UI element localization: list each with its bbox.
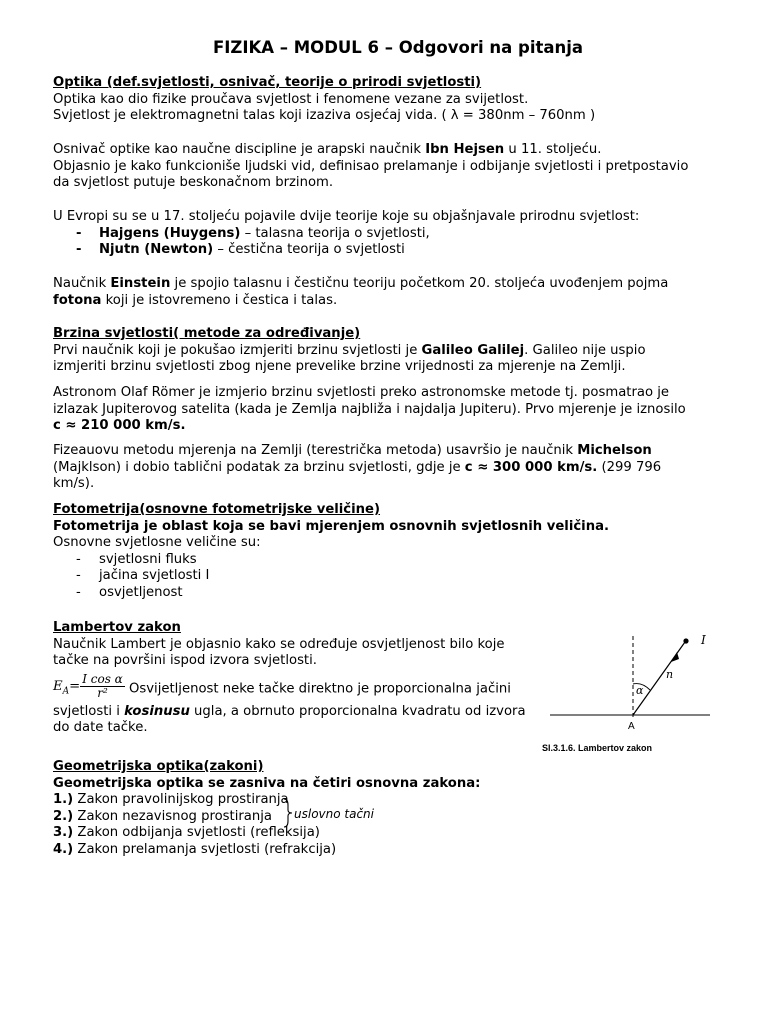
text: koji je istovremeno i čestica i talas. <box>101 292 338 308</box>
heading-fotometrija: Fotometrija(osnovne fotometrijske veličine) <box>53 502 381 517</box>
heading-lambert: Lambertov zakon <box>53 620 181 635</box>
law-number: 4.) <box>53 841 74 857</box>
name-einstein: Einstein <box>110 276 171 291</box>
text-line: km/s). <box>53 476 95 492</box>
name-huygens: Hajgens (Huygens) <box>99 225 241 241</box>
text: Naučnik <box>53 276 111 291</box>
quantity-list <box>53 552 609 602</box>
text: – talasna teorija o svjetlosti, <box>240 225 430 241</box>
text: je spojio talasnu i čestičnu teoriju početkom 20. stoljeća uvođenjem pojma <box>170 276 669 291</box>
name-galilej: Galileo Galilej <box>421 342 525 358</box>
figure-label-I: I <box>701 633 706 647</box>
text-line: da svjetlost putuje beskonačnom brzinom. <box>53 175 334 191</box>
section-optika <box>53 75 595 125</box>
term-kosinus: kosinusu <box>124 703 190 719</box>
text-line: Optika kao dio fizike proučava svjetlost i fenomene vezane za svijetlost. <box>53 91 529 107</box>
text: ugla, a obrnuto proporcionalna kvadratu od izvora <box>189 703 526 719</box>
formula-sub: A <box>62 686 70 697</box>
list-item: - svjetlosni fluks <box>53 552 609 569</box>
text-line: Svjetlost je elektromagnetni talas koji izaziva osjećaj vida. ( λ = 380nm – 760nm ) <box>53 108 596 124</box>
text-line: izmjeriti brzinu svjetlosti zbog njene prevelike brzine vrijednosti za mjerenje na Zemlji. <box>53 359 626 375</box>
text: (299 796 <box>597 459 662 475</box>
formula-line <box>53 672 526 702</box>
figure-caption: Sl.3.1.6. Lambertov zakon <box>542 743 653 753</box>
law-number: 3.) <box>53 825 74 841</box>
text-line: Osnovne svjetlosne veličine su: <box>53 535 261 551</box>
text: Fizeauovu metodu mjerenja na Zemlji (terestrička metoda) usavršio je naučnik <box>53 443 578 458</box>
text-line: Astronom Olaf Römer je izmjerio brzinu svjetlosti preko astronomske metode tj. posmatrao je <box>53 385 669 400</box>
fraction-numerator: I cos α <box>82 671 123 686</box>
law-item <box>53 809 480 826</box>
heading-brzina: Brzina svjetlosti( metode za određivanje) <box>53 326 361 341</box>
curly-brace-icon <box>282 798 294 828</box>
law-text: Zakon odbijanja svjetlosti (refleksija) <box>73 825 320 841</box>
law-item <box>53 825 480 842</box>
text: Osvijetljenost neke tačke direktno je proporcionalna jačini <box>124 681 511 697</box>
text-line: Naučnik Lambert je objasnio kako se određuje osvjetljenost bilo koje <box>53 636 505 652</box>
text: u 11. stoljeću. <box>504 142 602 157</box>
law-number: 1.) <box>53 792 74 808</box>
text: Osnivač optike kao naučne discipline je arapski naučnik <box>53 142 426 157</box>
heading-geom: Geometrijska optika(zakoni) <box>53 759 264 774</box>
figure-label-alpha: α <box>636 684 644 697</box>
law-text: Zakon nezavisnog prostiranja <box>73 808 272 824</box>
text-line: tačke na površini ispod izvora svjetlosti. <box>53 653 317 669</box>
name-newton: Njutn (Newton) <box>99 242 214 258</box>
list-item: - jačina svjetlosti I <box>53 568 609 585</box>
brace-note: uslovno tačni <box>294 807 374 821</box>
text-line: do date tačke. <box>53 720 148 736</box>
text: Prvi naučnik koji je pokušao izmjeriti brzinu svjetlosti je <box>53 342 422 358</box>
fraction-denominator: r² <box>97 685 108 700</box>
text: svjetlosti i <box>53 703 125 719</box>
value-c-romer: c ≈ 210 000 km/s. <box>53 418 186 434</box>
formula-lhs: E <box>53 678 63 694</box>
law-item <box>53 792 480 809</box>
name-ibn-hejsen: Ibn Hejsen <box>425 142 505 157</box>
name-michelson: Michelson <box>577 443 652 458</box>
section-fotometrija <box>53 502 609 602</box>
text-line: U Evropi su se u 17. stoljeću pojavile dvije teorije koje su objašnjavale prirodnu svjetlost: <box>53 209 640 224</box>
law-text: Zakon prelamanja svjetlosti (refrakcija) <box>73 841 337 857</box>
paragraph-teorije <box>53 209 639 259</box>
equals-sign: = <box>69 678 81 694</box>
theory-list <box>53 226 639 259</box>
text-line: izlazak Jupiterovog satelita (kada je Zemlja najbliža i najdalja Jupiteru). Prvo mjerenje je iznosilo <box>53 401 686 417</box>
lambert-diagram-icon <box>540 632 715 757</box>
figure-label-n: n <box>666 668 674 681</box>
term-foton: fotona <box>53 292 102 308</box>
value-c-michelson: c ≈ 300 000 km/s. <box>464 459 598 475</box>
section-brzina <box>53 326 646 376</box>
text: . Galileo nije uspio <box>524 342 646 358</box>
page-title: FIZIKA – MODUL 6 – Odgovori na pitanja <box>212 38 584 57</box>
heading-optika: Optika (def.svjetlosti, osnivač, teorije o prirodi svjetlosti) <box>53 75 482 90</box>
bold-definition: Geometrijska optika se zasniva na četiri osnovna zakona: <box>53 775 481 791</box>
paragraph-einstein <box>53 276 668 309</box>
section-lambert <box>53 620 526 737</box>
text-line: Objasnio je kako funkcioniše ljudski vid, definisao prelamanje i odbijanje svjetlosti i pretpostavio <box>53 158 689 174</box>
paragraph-michelson <box>53 443 661 493</box>
law-item <box>53 842 480 859</box>
law-text: Zakon pravolinijskog prostiranja <box>73 792 289 808</box>
paragraph-romer <box>53 385 686 435</box>
text: (Majklson) i dobio tablični podatak za brzinu svjetlosti, gdje je <box>53 459 465 475</box>
law-number: 2.) <box>53 808 74 824</box>
formula-lambert <box>53 672 125 707</box>
section-geom <box>53 759 480 859</box>
paragraph-osnivac <box>53 142 688 192</box>
list-item <box>53 242 639 259</box>
figure-label-A: A <box>628 721 635 732</box>
bold-definition: Fotometrija je oblast koja se bavi mjerenjem osnovnih svjetlosnih veličina. <box>53 518 609 534</box>
fraction <box>80 673 125 700</box>
list-item: - osvjetljenost <box>53 585 609 602</box>
text: – čestična teorija o svjetlosti <box>213 242 405 258</box>
list-item <box>53 226 639 243</box>
